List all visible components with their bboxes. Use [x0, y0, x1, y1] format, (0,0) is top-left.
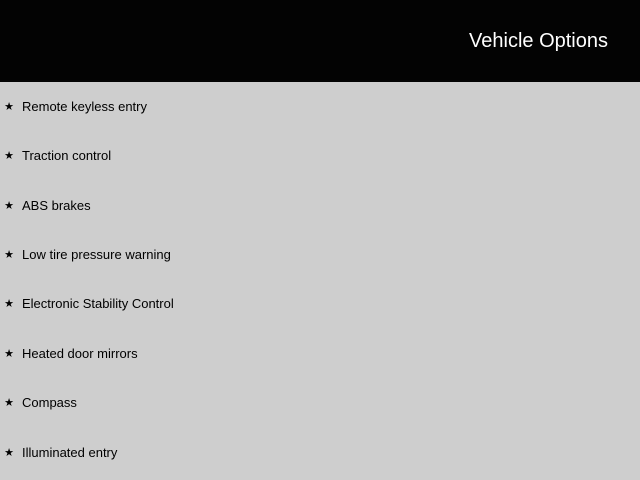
- star-bullet-icon: ★: [4, 298, 14, 310]
- option-label: Traction control: [22, 148, 112, 163]
- list-item-remote-keyless-entry: [0, 99, 640, 119]
- option-label: Remote keyless entry: [22, 99, 147, 114]
- option-label: Low tire pressure warning: [22, 247, 171, 262]
- page-title: Vehicle Options: [469, 30, 608, 52]
- star-bullet-icon: ★: [4, 249, 14, 261]
- list-item-traction-control: [0, 148, 640, 168]
- star-bullet-icon: ★: [4, 200, 14, 212]
- option-label: Heated door mirrors: [22, 346, 138, 361]
- star-bullet-icon: ★: [4, 101, 14, 113]
- option-label: Electronic Stability Control: [22, 296, 174, 311]
- option-label: ABS brakes: [22, 198, 91, 213]
- star-bullet-icon: ★: [4, 447, 14, 459]
- list-item-abs-brakes: [0, 198, 640, 218]
- star-bullet-icon: ★: [4, 348, 14, 360]
- list-item-low-tire-pressure-warning: [0, 247, 640, 267]
- list-item-electronic-stability-control: [0, 296, 640, 316]
- star-bullet-icon: ★: [4, 397, 14, 409]
- list-item-heated-door-mirrors: [0, 346, 640, 366]
- option-label: Illuminated entry: [22, 445, 118, 460]
- option-label: Compass: [22, 395, 77, 410]
- star-bullet-icon: ★: [4, 150, 14, 162]
- vehicle-options-list: [0, 82, 640, 480]
- list-item-compass: [0, 395, 640, 415]
- header-bar: [0, 0, 640, 82]
- list-item-illuminated-entry: [0, 445, 640, 465]
